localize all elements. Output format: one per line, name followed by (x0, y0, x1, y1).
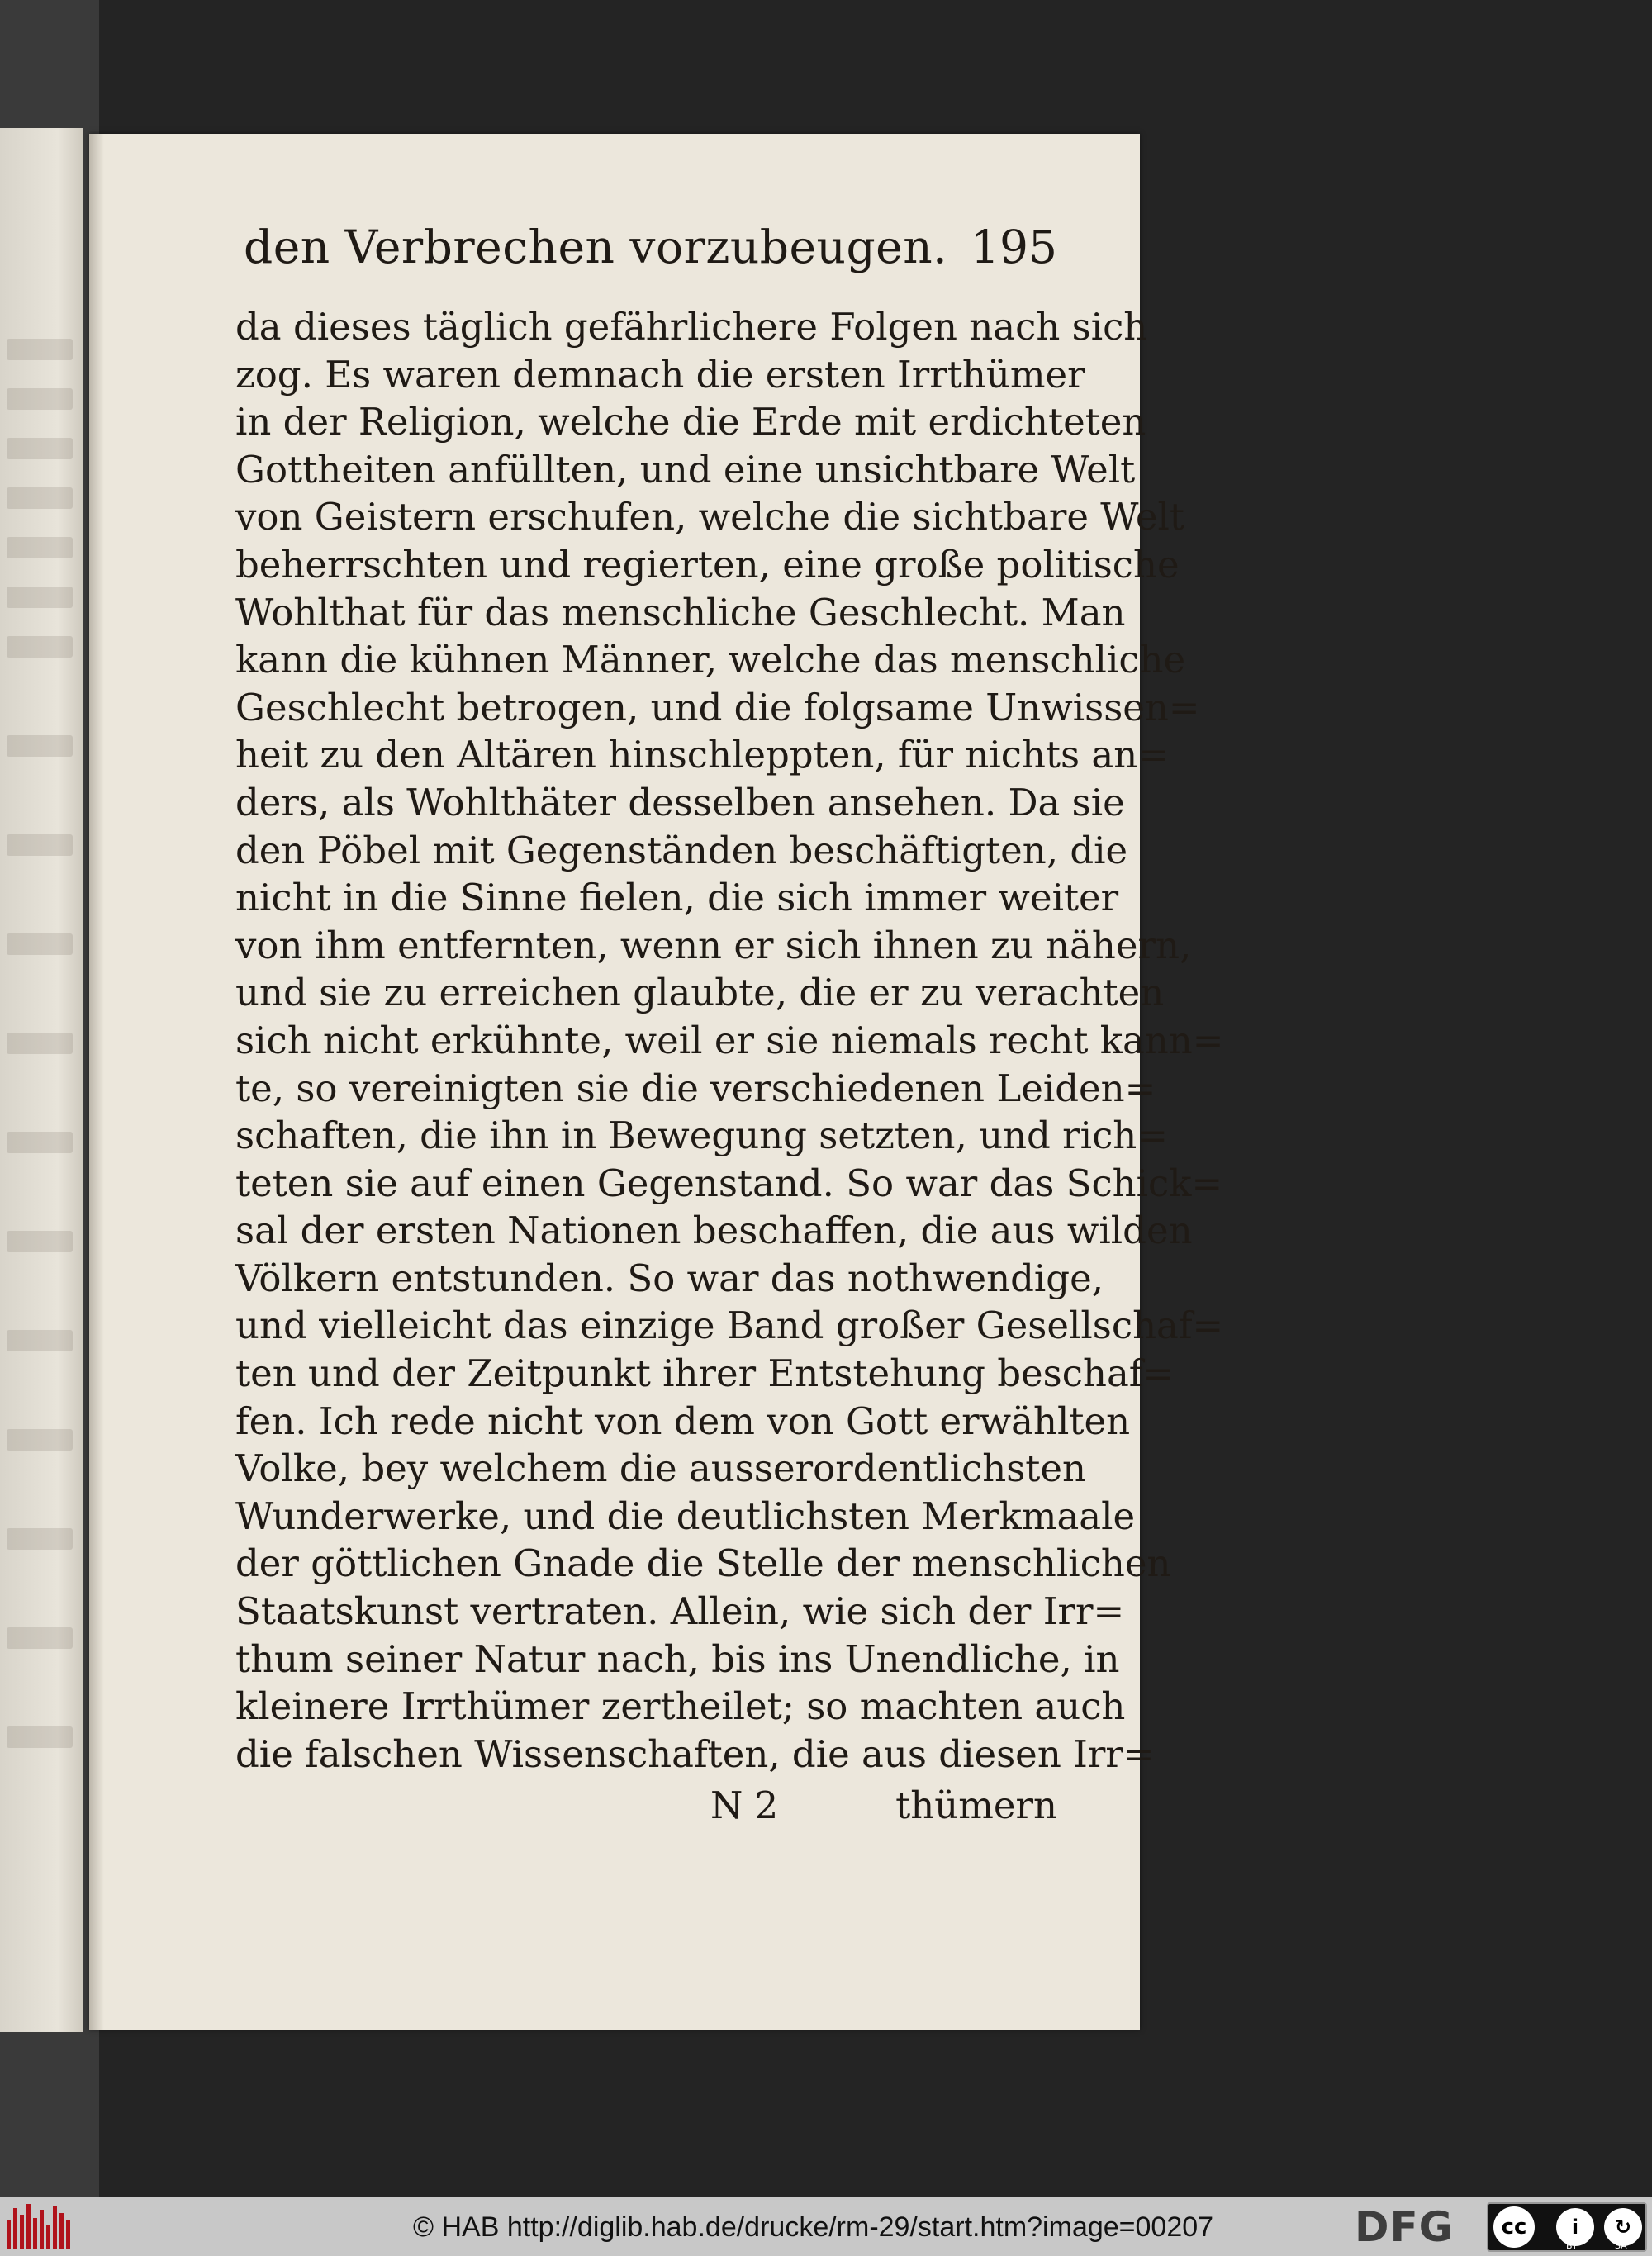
signature-mark: N 2 (710, 1783, 779, 1827)
facing-page-text-fragment (7, 1627, 73, 1649)
text-line: Gottheiten anfüllten, und eine unsichtbare Welt (235, 447, 1136, 492)
text-line: da dieses täglich gefährlichere Folgen nach sich (235, 305, 1148, 349)
facing-page-text-fragment (7, 537, 73, 558)
page-content (153, 221, 1224, 1955)
text-line: von Geistern erschufen, welche die sichtbare Welt (235, 495, 1184, 539)
source-link[interactable]: © HAB http://diglib.hab.de/drucke/rm-29/start.htm?image=00207 (413, 2211, 1214, 2243)
facing-page-edge (0, 128, 83, 2032)
text-line: Wunderwerke, und die deutlichsten Merkmaale (235, 1494, 1136, 1538)
facing-page-text-fragment (7, 1132, 73, 1153)
text-line: und vielleicht das einzige Band großer Gesellschaf= (235, 1304, 1224, 1348)
sa-label: SA (1615, 2240, 1627, 2251)
text-line: te, so vereinigten sie die verschiedenen Leiden= (235, 1066, 1156, 1110)
facing-page-text-fragment (7, 388, 73, 410)
text-line: den Pöbel mit Gegenständen beschäftigten, die (235, 828, 1128, 872)
text-line: Volke, bey welchem die ausserordentlichsten (235, 1446, 1086, 1491)
text-line: Geschlecht betrogen, und die folgsame Unwissen= (235, 685, 1200, 729)
hab-logo-icon[interactable] (7, 2204, 71, 2249)
text-line: heit zu den Altären hinschleppten, für nichts an= (235, 733, 1169, 777)
facing-page-text-fragment (7, 438, 73, 459)
facing-page-text-fragment (7, 636, 73, 658)
facing-page-text-fragment (7, 587, 73, 608)
by-label: BY (1566, 2240, 1578, 2251)
facing-page-text-fragment (7, 1033, 73, 1054)
text-line: beherrschten und regierten, eine große politische (235, 542, 1180, 587)
text-line: sich nicht erkühnte, weil er sie niemals recht kann= (235, 1018, 1224, 1062)
text-line: Völkern entstunden. So war das nothwendige, (235, 1256, 1104, 1300)
book-page (89, 134, 1224, 2030)
text-line: sal der ersten Nationen beschaffen, die aus wilden (235, 1209, 1193, 1253)
text-line: und sie zu erreichen glaubte, die er zu verachten (235, 971, 1165, 1015)
text-line: zog. Es waren demnach die ersten Irrthümer (235, 352, 1085, 397)
page-footer-line (235, 1782, 1057, 1830)
facing-page-text-fragment (7, 339, 73, 360)
text-line: kleinere Irrthümer zertheilet; so machten auch (235, 1684, 1126, 1729)
text-line: fen. Ich rede nicht von dem von Gott erwählten (235, 1399, 1131, 1443)
text-line: Staatskunst vertraten. Allein, wie sich der Irr= (235, 1589, 1125, 1634)
attribution-bar (0, 2197, 1652, 2256)
text-line: ders, als Wohlthäter desselben ansehen. Da sie (235, 780, 1125, 824)
dfg-logo[interactable]: DFG (1355, 2203, 1454, 2251)
text-line: schaften, die ihn in Bewegung setzten, und rich= (235, 1114, 1168, 1158)
catchword: thümern (895, 1783, 1057, 1827)
text-line: in der Religion, welche die Erde mit erdichteten (235, 400, 1146, 444)
body-text (235, 303, 1224, 1778)
running-head (153, 221, 1057, 278)
share-alike-icon: ↻ (1604, 2208, 1642, 2246)
cc-icon: cc (1493, 2206, 1535, 2248)
attribution-icon: i (1556, 2208, 1594, 2246)
text-line: die falschen Wissenschaften, die aus diesen Irr= (235, 1731, 1155, 1776)
facing-page-text-fragment (7, 933, 73, 955)
running-title: den Verbrechen vorzubeugen. (244, 221, 948, 273)
page-number: 195 (971, 221, 1057, 273)
facing-page-text-fragment (7, 1231, 73, 1252)
text-line: von ihm entfernten, wenn er sich ihnen zu nähern, (235, 923, 1192, 967)
facing-page-text-fragment (7, 1726, 73, 1748)
facing-page-text-fragment (7, 1528, 73, 1550)
text-line: thum seiner Natur nach, bis ins Unendliche, in (235, 1636, 1120, 1681)
text-line: ten und der Zeitpunkt ihrer Entstehung beschaf= (235, 1351, 1175, 1396)
facing-page-text-fragment (7, 1429, 73, 1451)
facing-page-text-fragment (7, 487, 73, 509)
text-line: der göttlichen Gnade die Stelle der menschlichen (235, 1541, 1171, 1586)
facing-page-text-fragment (7, 1330, 73, 1351)
text-line: teten sie auf einen Gegenstand. So war das Schick= (235, 1161, 1223, 1205)
facing-page-text-fragment (7, 834, 73, 856)
cc-license-badge[interactable] (1487, 2202, 1647, 2252)
text-line: nicht in die Sinne fielen, die sich immer weiter (235, 876, 1119, 920)
text-line: kann die kühnen Männer, welche das menschliche (235, 638, 1186, 682)
text-line: Wohlthat für das menschliche Geschlecht. Man (235, 590, 1126, 634)
facing-page-text-fragment (7, 735, 73, 757)
